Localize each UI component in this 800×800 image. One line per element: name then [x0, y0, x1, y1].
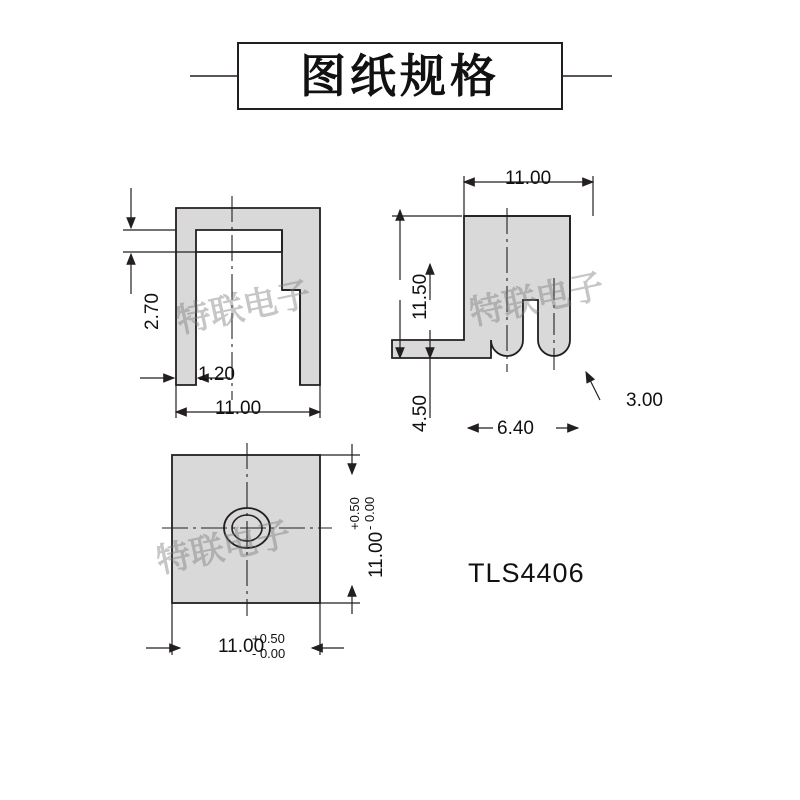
- dim-11-50-label: 11.50: [410, 273, 431, 320]
- watermark: 特联电子: [466, 266, 608, 334]
- watermark: 特联电子: [153, 514, 295, 582]
- dim-4-50-label: 4.50: [410, 395, 431, 432]
- dim-11-00-front-label: 11.00: [215, 398, 262, 419]
- dim-6-40-label: 6.40: [497, 418, 534, 439]
- dim-3-00: [586, 372, 600, 400]
- dim-1-20-label: 1.20: [198, 364, 235, 385]
- dim-11-00-top-vertical-tolerance: [348, 497, 378, 530]
- watermark: 特联电子: [173, 274, 315, 342]
- tolerance-plus: +0.50: [252, 631, 285, 646]
- title-box: [237, 42, 563, 110]
- dim-2-70-label: 2.70: [142, 293, 163, 330]
- dim-11-00-top-vertical-label: 11.00: [366, 531, 387, 578]
- dim-3-00-label: 3.00: [626, 390, 663, 411]
- top-view-geometry: [172, 455, 320, 603]
- dim-11-00-side-label: 11.00: [505, 168, 552, 189]
- tolerance-minus: - 0.00: [361, 496, 377, 530]
- dim-11-00-top-horizontal-tolerance: [252, 632, 285, 662]
- page-title: 图纸规格: [300, 49, 500, 103]
- part-number: TLS4406: [468, 558, 585, 588]
- tolerance-plus: +0.50: [347, 497, 362, 530]
- dim-11-00-top-horizontal-label: 11.00: [218, 636, 265, 657]
- tolerance-minus: - 0.00: [252, 645, 286, 661]
- front-view-geometry: [176, 208, 320, 385]
